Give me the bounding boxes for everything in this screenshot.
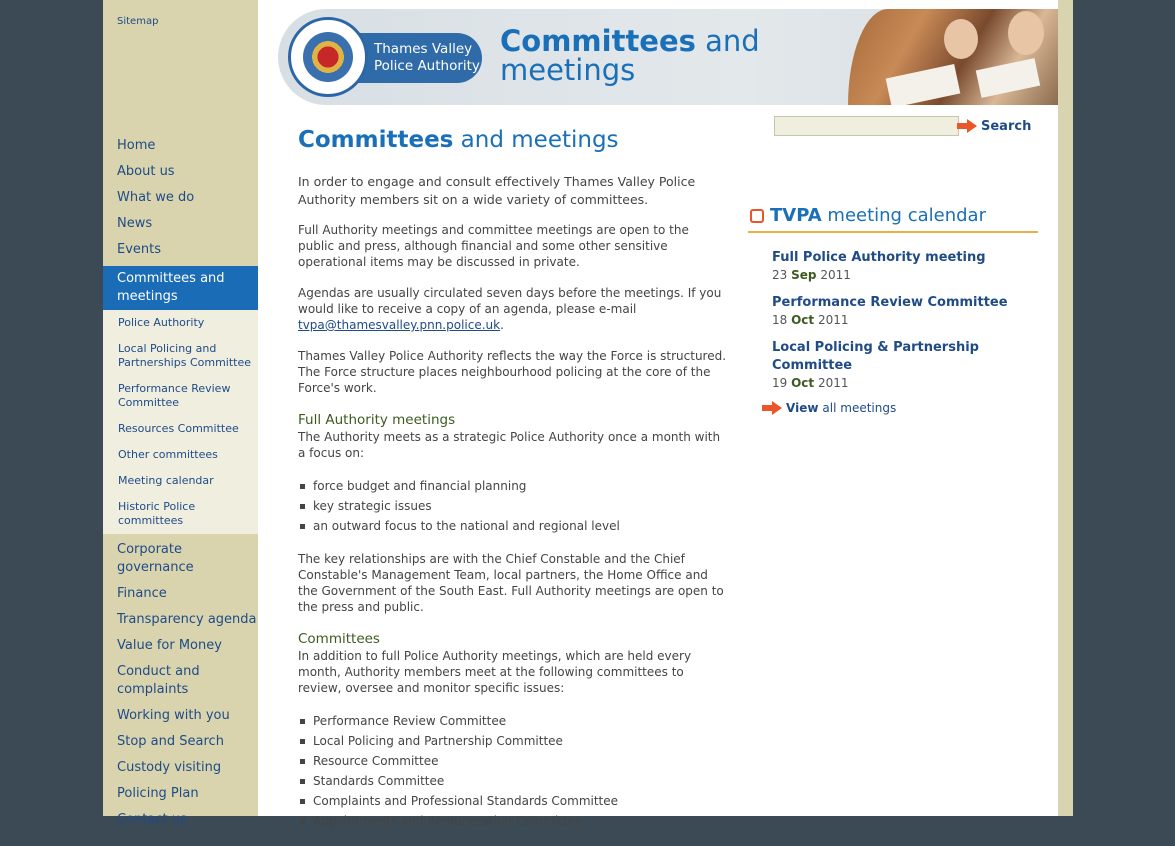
banner-title-rest: and [695, 24, 760, 58]
logo-text [354, 33, 482, 83]
paragraph-agendas [298, 285, 728, 333]
agendas-end: . [500, 318, 504, 332]
list-item: Resource Committee [298, 751, 728, 771]
list-item: Performance Review Committee [298, 711, 728, 731]
meeting-date: 19 Oct 2011 [772, 376, 849, 390]
sidebar [103, 0, 258, 827]
page-title-rest: and meetings [453, 127, 619, 153]
banner-title [500, 24, 760, 87]
list-item: force budget and financial planning [298, 476, 728, 496]
photo-paper [976, 58, 1041, 98]
subnav [103, 310, 258, 534]
banner-photo [848, 9, 1058, 105]
subnav-historic[interactable]: Historic Police committees [118, 500, 196, 527]
subnav-resources[interactable]: Resources Committee [118, 422, 239, 435]
nav-top [103, 137, 258, 829]
meeting-date: 18 Oct 2011 [772, 313, 849, 327]
nav-finance[interactable]: Finance [117, 586, 167, 601]
calendar-title-rest: meeting calendar [821, 205, 986, 226]
meeting-entry[interactable] [772, 339, 1038, 391]
nav-contact-us[interactable]: Contact us [117, 812, 187, 827]
sitemap-link[interactable]: Sitemap [117, 16, 159, 27]
search-button-label: Search [981, 118, 1032, 134]
list-item: an outward focus to the national and regional level [298, 516, 728, 536]
page [103, 0, 1073, 828]
nav-news[interactable]: News [117, 216, 153, 231]
subnav-meeting-calendar[interactable]: Meeting calendar [118, 474, 214, 487]
view-all-meetings-link[interactable] [772, 401, 1038, 415]
email-link[interactable]: tvpa@thamesvalley.pnn.police.uk [298, 318, 501, 332]
arrow-right-icon [967, 119, 977, 133]
right-border [1058, 0, 1073, 816]
subnav-other-committees[interactable]: Other committees [118, 448, 218, 461]
list-item: key strategic issues [298, 496, 728, 516]
photo-person [1008, 11, 1044, 55]
meeting-name[interactable]: Performance Review Committee [772, 295, 1008, 310]
heading-full-authority: Full Authority meetings [298, 412, 456, 428]
nav-conduct-complaints[interactable]: Conduct and complaints [117, 664, 200, 697]
arrow-right-icon [772, 401, 782, 415]
paragraph-structure: Thames Valley Police Authority reflects the way the Force is structured. The Force structure places neighbourhood policing at the core of the Force's work. [298, 349, 727, 395]
list-item: Appointments and Remuneration Committee [298, 811, 728, 831]
banner-title-bold: Committees [500, 24, 696, 58]
calendar-title-bold: TVPA [770, 205, 822, 226]
banner-title-line2: meetings [500, 53, 636, 87]
meeting-entry[interactable] [772, 294, 1038, 328]
calendar-heading [748, 205, 1038, 233]
nav-corporate-governance[interactable]: Corporate governance [117, 542, 194, 575]
agendas-text: Agendas are usually circulated seven days before the meetings. If you would like to receive a copy of an agenda, please e-mail [298, 286, 722, 316]
photo-paper [886, 64, 961, 105]
nav-home[interactable]: Home [117, 138, 156, 153]
nav-custody-visiting[interactable]: Custody visiting [117, 760, 222, 775]
square-bullet-icon [750, 209, 764, 223]
meeting-date: 23 Sep 2011 [772, 268, 851, 282]
paragraph-relationships: The key relationships are with the Chief Constable and the Chief Constable's Management Team, local partners, the Home Office and the Government of the South East. Full Authority meetings are open to the press and public. [298, 552, 724, 614]
header-banner [278, 9, 1058, 105]
nav-value-for-money[interactable]: Value for Money [117, 638, 222, 653]
search-input[interactable] [774, 116, 959, 136]
view-all-rest: all meetings [822, 401, 897, 415]
nav-what-we-do[interactable]: What we do [117, 190, 195, 205]
meeting-entry[interactable] [772, 249, 1038, 283]
crest-icon [288, 17, 368, 97]
heading-committees: Committees [298, 631, 380, 647]
photo-person [944, 19, 978, 59]
subnav-performance-review[interactable]: Performance Review Committee [118, 382, 231, 409]
list-item: Complaints and Professional Standards Committee [298, 791, 728, 811]
nav-committees-active[interactable]: Committees and meetings [103, 266, 258, 310]
meeting-calendar [748, 205, 1038, 415]
nav-working-with-you[interactable]: Working with you [117, 708, 230, 723]
meeting-name[interactable]: Local Policing & Partnership Committee [772, 340, 979, 373]
subnav-police-authority[interactable]: Police Authority [118, 316, 205, 329]
list-item: Local Policing and Partnership Committee [298, 731, 728, 751]
view-all-bold: View [786, 401, 819, 415]
nav-policing-plan[interactable]: Policing Plan [117, 786, 199, 801]
page-title-bold: Committees [298, 127, 454, 153]
logo-line-1: Thames Valley [374, 41, 473, 57]
paragraph-full-authority: The Authority meets as a strategic Police Authority once a month with a focus on: [298, 430, 721, 460]
intro-paragraph: In order to engage and consult effectively Thames Valley Police Authority members sit on a wide variety of committees. [298, 174, 696, 207]
logo[interactable] [288, 17, 484, 97]
nav-transparency[interactable]: Transparency agenda [117, 612, 257, 627]
nav-stop-and-search[interactable]: Stop and Search [117, 734, 224, 749]
nav-events[interactable]: Events [117, 242, 162, 257]
meeting-name[interactable]: Full Police Authority meeting [772, 250, 986, 265]
list-item: Standards Committee [298, 771, 728, 791]
nav-about-us[interactable]: About us [117, 164, 175, 179]
logo-line-2: Police Authority [374, 58, 480, 74]
page-title [298, 125, 728, 155]
main-content [298, 125, 728, 846]
full-authority-list [298, 476, 728, 536]
paragraph-committees: In addition to full Police Authority meetings, which are held every month, Authority members meet at the following committees to review, oversee and monitor specific issues: [298, 649, 692, 695]
subnav-local-policing[interactable]: Local Policing and Partnerships Committee [118, 342, 252, 369]
committees-list [298, 711, 728, 831]
paragraph-open-meetings: Full Authority meetings and committee meetings are open to the public and press, although financial and some other sensitive operational items may be discussed in private. [298, 223, 689, 269]
search-button[interactable] [967, 116, 1031, 136]
